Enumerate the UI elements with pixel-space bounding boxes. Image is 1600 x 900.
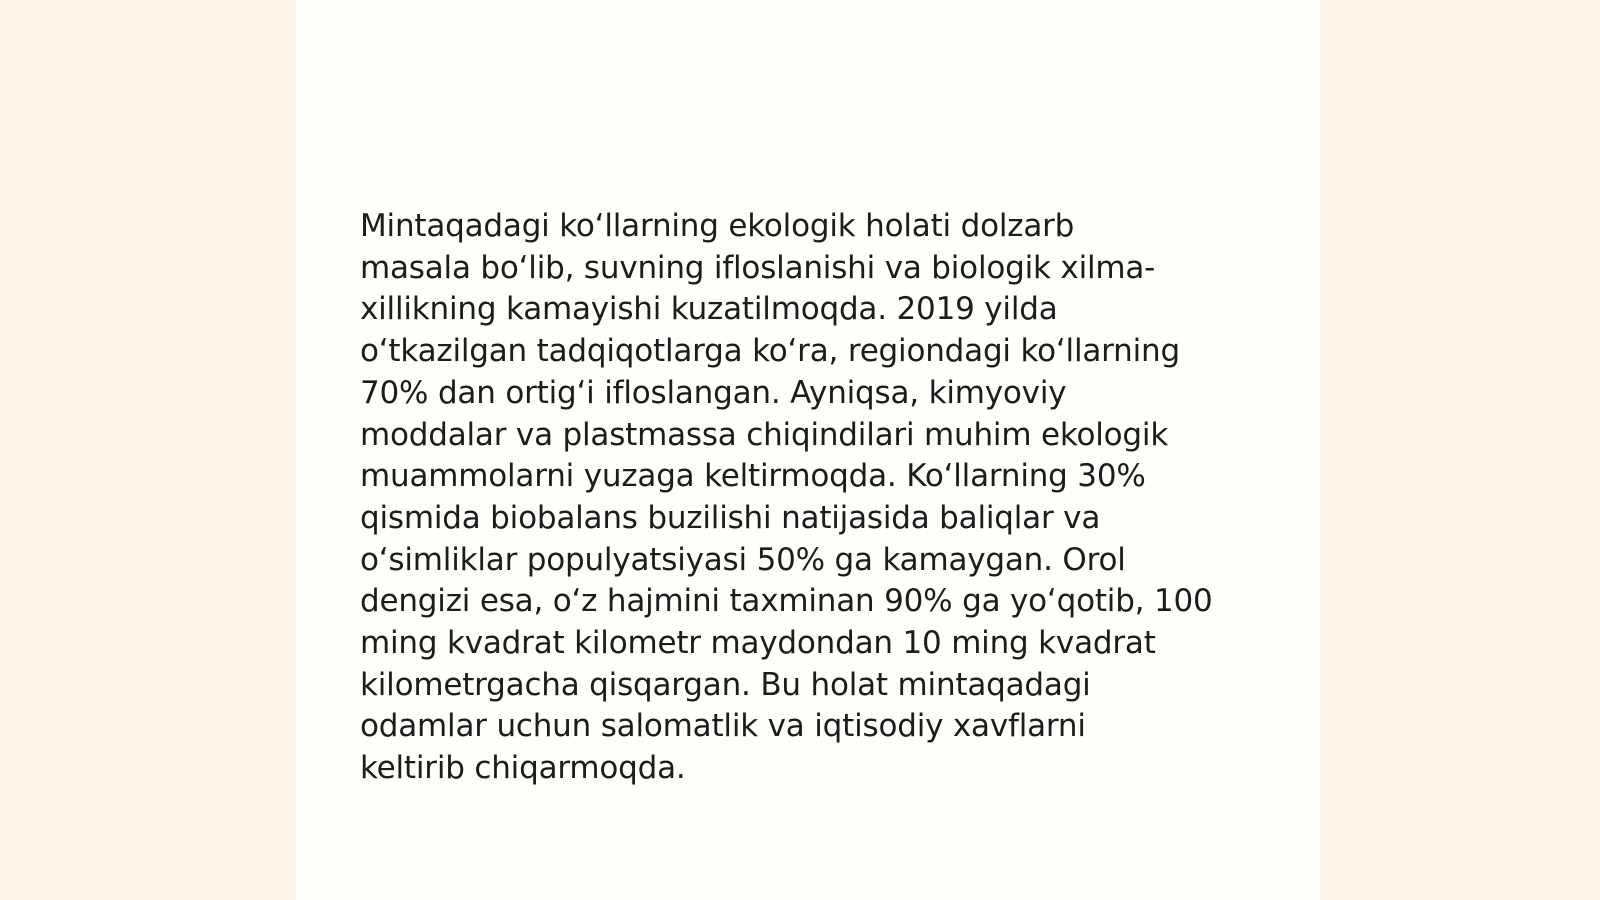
paragraph-line: o‘simliklar populyatsiyasi 50% ga kamaygan. Orol — [360, 541, 1126, 578]
paragraph-line: xillikning kamayishi kuzatilmoqda. 2019 yilda — [360, 291, 1058, 328]
paragraph-line: ming kvadrat kilometr maydondan 10 ming kvadrat — [360, 625, 1156, 662]
paragraph-line: kilometrgacha qisqargan. Bu holat mintaqadagi — [360, 666, 1091, 703]
paragraph-line: masala bo‘lib, suvning ifloslanishi va biologik xilma- — [360, 249, 1156, 286]
paragraph-line: muammolarni yuzaga keltirmoqda. Ko‘llarning 30% — [360, 458, 1146, 495]
paragraph-line: Mintaqadagi ko‘llarning ekologik holati dolzarb — [360, 208, 1075, 244]
body-paragraph — [360, 206, 1260, 790]
paragraph-line: keltirib chiqarmoqda. — [360, 750, 686, 787]
paragraph-line: qismida biobalans buzilishi natijasida baliqlar va — [360, 499, 1101, 536]
paragraph-line: dengizi esa, o‘z hajmini taxminan 90% ga yo‘qotib, 100 — [360, 583, 1213, 620]
paragraph-line: 70% dan ortig‘i ifloslangan. Ayniqsa, kimyoviy — [360, 374, 1067, 411]
paragraph-line: odamlar uchun salomatlik va iqtisodiy xavflarni — [360, 708, 1086, 745]
document-page — [296, 0, 1320, 900]
paragraph-line: moddalar va plastmassa chiqindilari muhim ekologik — [360, 416, 1169, 453]
paragraph-line: o‘tkazilgan tadqiqotlarga ko‘ra, regiondagi ko‘llarning — [360, 333, 1180, 370]
